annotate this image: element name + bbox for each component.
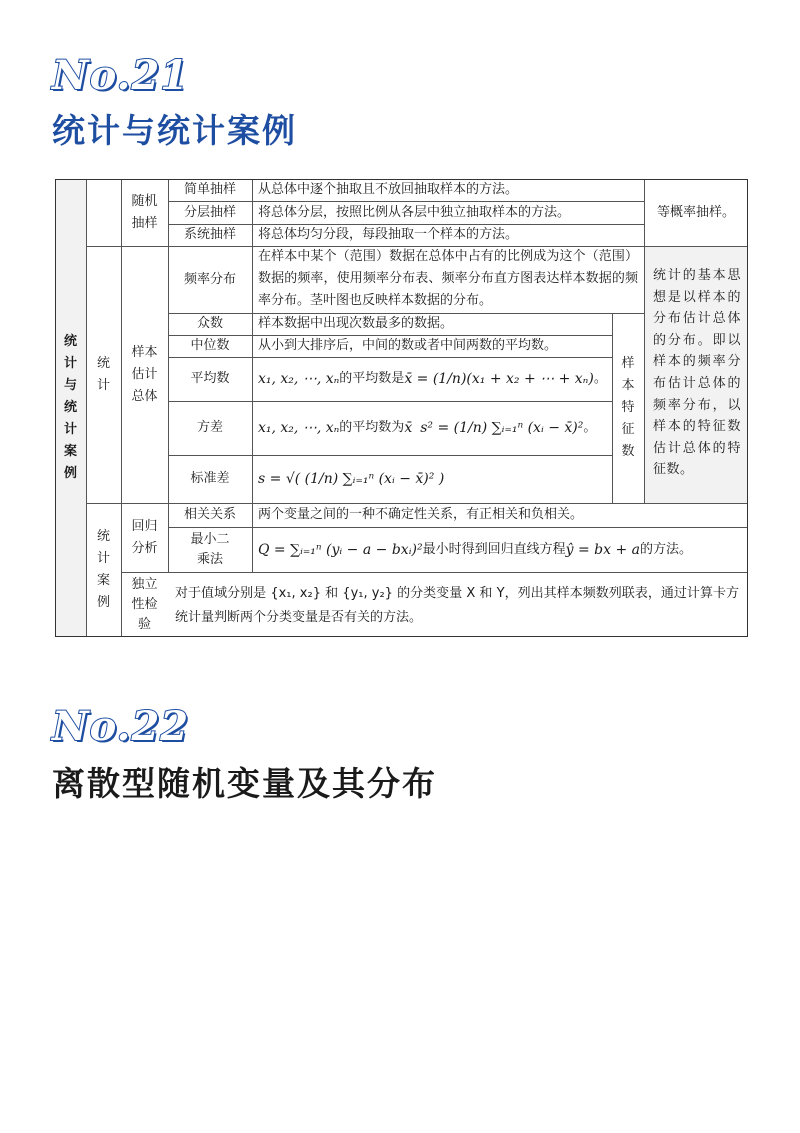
regression-equation: ŷ = bx + a bbox=[565, 541, 640, 558]
sample-values: x₁, x₂, ⋯, xₙ bbox=[258, 420, 340, 436]
correlation-name: 相关关系 bbox=[183, 507, 236, 522]
section-title: 离散型随机变量及其分布 bbox=[52, 764, 437, 803]
stratified-sampling-desc: 将总体分层，按照比例从各层中独立抽取样本的方法。 bbox=[258, 204, 571, 220]
mean-end: 。 bbox=[593, 371, 607, 386]
independence-label: 独立性检验 bbox=[131, 576, 158, 632]
statistical-cases-label: 统计案例 bbox=[96, 529, 110, 610]
systematic-sampling-name: 系统抽样 bbox=[183, 227, 236, 242]
least-squares-name: 最小二乘法 bbox=[190, 531, 230, 567]
frequency-name: 频率分布 bbox=[183, 271, 236, 287]
basic-idea-note: 统计的基本思想是以样本的分布估计总体的分布。即以样本的频率分布估计总体的频率分布，以样本的特征数估计总体的特征数。 bbox=[653, 268, 741, 478]
category-label: 统计与统计案例 bbox=[63, 334, 77, 481]
median-desc: 从小到大排序后，中间的数或者中间两数的平均数。 bbox=[258, 338, 558, 353]
summary-table bbox=[55, 179, 748, 637]
stddev-desc bbox=[252, 455, 612, 503]
regression-label: 回归分析 bbox=[131, 518, 158, 556]
mean-text: 的平均数是 bbox=[339, 371, 405, 386]
variance-name: 方差 bbox=[196, 420, 223, 435]
sample-values: x₁, x₂, ⋯, xₙ bbox=[258, 371, 340, 387]
mode-desc: 样本数据中出现次数最多的数据。 bbox=[258, 316, 454, 331]
equal-probability-note: 等概率抽样。 bbox=[656, 204, 735, 220]
variance-desc bbox=[252, 401, 612, 455]
section-title: 统计与统计案例 bbox=[52, 111, 297, 150]
simple-sampling-desc: 从总体中逐个抽取且不放回抽取样本的方法。 bbox=[258, 182, 519, 197]
sample-estimate-label: 样本估计总体 bbox=[131, 344, 158, 404]
least-squares-desc bbox=[252, 527, 748, 572]
least-squares-formula: Q = ∑ᵢ₌₁ⁿ (yᵢ − a − bxᵢ)² bbox=[258, 541, 423, 558]
random-sampling-label: 随机抽样 bbox=[131, 193, 158, 231]
least-squares-text: 最小时得到回归直线方程 bbox=[422, 541, 566, 557]
variance-text: 的平均数为 bbox=[339, 420, 405, 435]
variance-end: 。 bbox=[583, 420, 597, 435]
median-name: 中位数 bbox=[190, 338, 230, 353]
variance-formula: s² = (1/n) ∑ᵢ₌₁ⁿ (xᵢ − x̄)² bbox=[420, 420, 584, 436]
stratified-sampling-name: 分层抽样 bbox=[183, 204, 236, 220]
frequency-desc: 在样本中某个（范围）数据在总体中占有的比例成为这个（范围）数据的频率，使用频率分布表、频率分布直方图表达样本数据的频率分布。茎叶图也反映样本数据的分布。 bbox=[258, 249, 638, 308]
correlation-desc: 两个变量之间的一种不确定性关系，有正相关和负相关。 bbox=[258, 507, 584, 522]
independence-desc: 对于值域分别是 {x₁, x₂} 和 {y₁, y₂} 的分类变量 X 和 Y，列出其样本频数列联表，通过计算卡方统计量判断两个分类变量是否有关的方法。 bbox=[175, 586, 739, 625]
mean-formula: x̄ = (1/n)(x₁ + x₂ + ⋯ + xₙ) bbox=[404, 371, 594, 387]
systematic-sampling-desc: 将总体均匀分段，每段抽取一个样本的方法。 bbox=[258, 227, 519, 242]
sample-features-label: 样本特征数 bbox=[621, 356, 635, 459]
stddev-formula: s = √( (1/n) ∑ᵢ₌₁ⁿ (xᵢ − x̄)² ) bbox=[258, 471, 445, 487]
mean-desc bbox=[252, 357, 612, 401]
mean-symbol: x̄ bbox=[404, 420, 413, 436]
statistics-label: 统计 bbox=[96, 355, 110, 393]
least-squares-end: 的方法。 bbox=[639, 541, 692, 557]
simple-sampling-name: 简单抽样 bbox=[183, 182, 236, 197]
section-number: No.21 bbox=[52, 52, 190, 99]
stddev-name: 标准差 bbox=[190, 471, 230, 486]
mean-name: 平均数 bbox=[190, 371, 230, 386]
section-number: No.22 bbox=[52, 703, 190, 750]
mode-name: 众数 bbox=[196, 316, 223, 331]
